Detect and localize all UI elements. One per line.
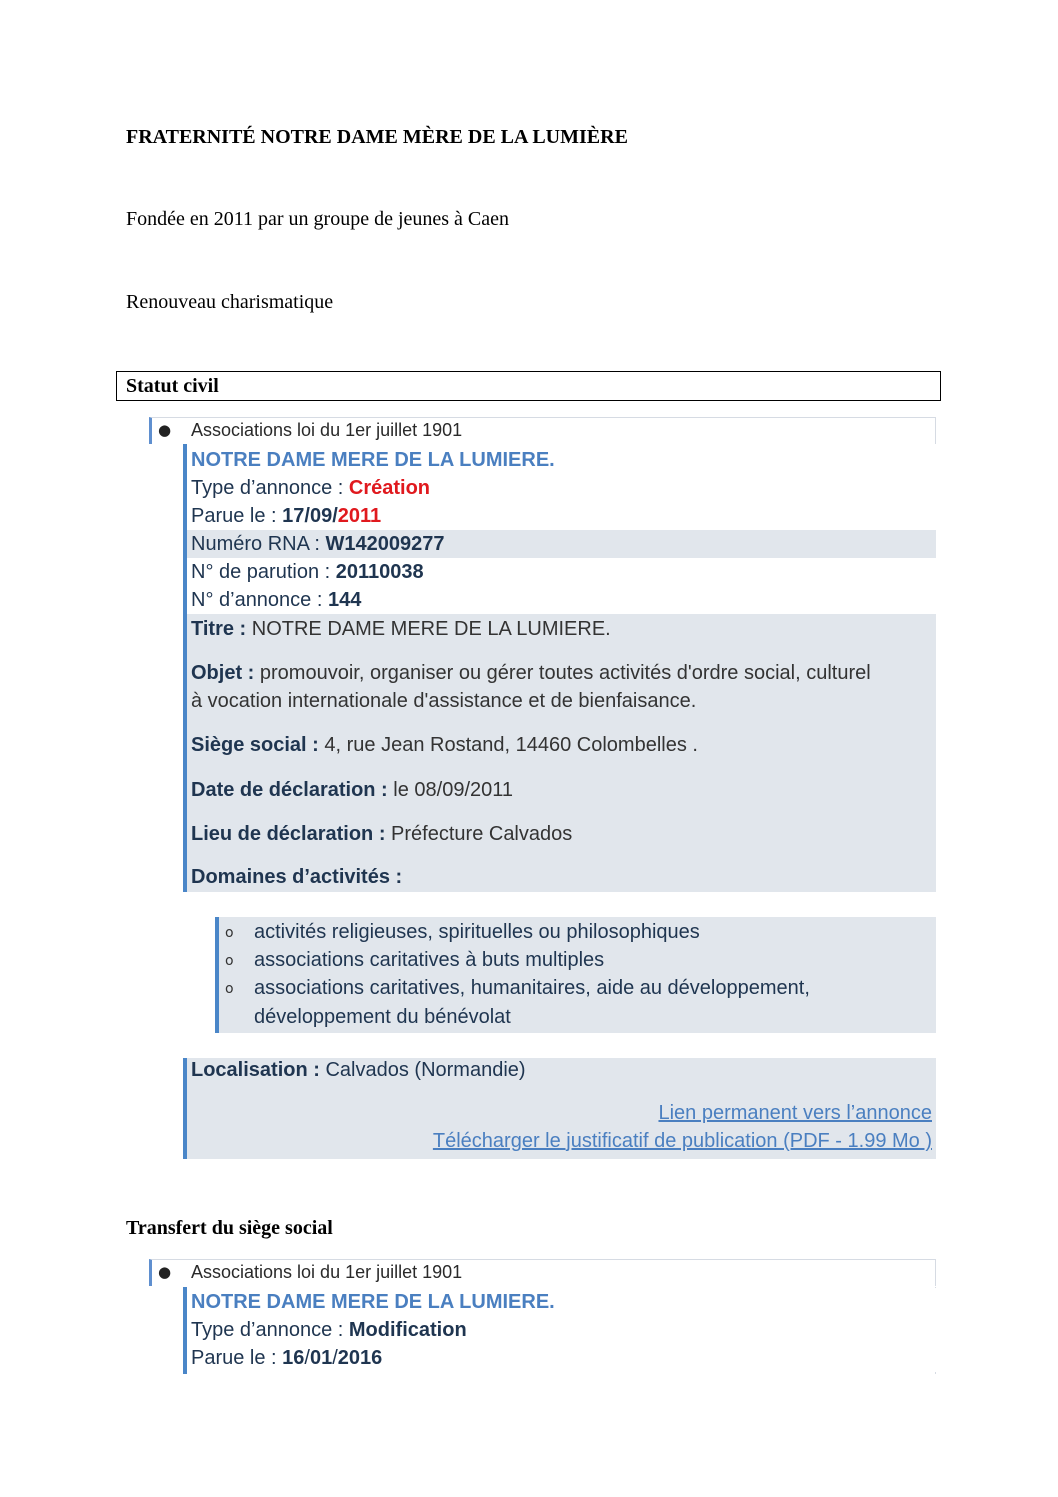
rna-value: W142009277 (325, 533, 445, 555)
permanent-link[interactable]: Lien permanent vers l’annonce (658, 1102, 932, 1124)
published-row (187, 1344, 936, 1372)
movement-line: Renouveau charismatique (126, 291, 334, 313)
siege-label: Siège social : (191, 734, 325, 756)
published-label: Parue le : (191, 505, 283, 527)
type-label: Type d’annonce : (191, 477, 349, 499)
announcement-card (183, 1287, 936, 1374)
domaine-item: activités religieuses, spirituelles ou philosophiques (254, 921, 700, 943)
date-separator: / (304, 1347, 310, 1369)
titre-line (191, 615, 611, 643)
domaines-list (215, 917, 936, 1033)
published-year: 2011 (337, 505, 382, 527)
type-value: Modification (348, 1319, 467, 1341)
siege-value: 4, rue Jean Rostand, 14460 Colombelles . (324, 734, 698, 756)
published-year: 2016 (337, 1347, 383, 1369)
category-row (149, 1259, 936, 1286)
document-title: FRATERNITÉ NOTRE DAME MÈRE DE LA LUMIÈRE (126, 126, 628, 148)
objet-label: Objet : (191, 662, 260, 684)
parution-label: N° de parution : (191, 561, 336, 583)
objet-line (191, 659, 871, 687)
date-declaration-value: le 08/09/2011 (393, 779, 514, 801)
annonce-value: 144 (327, 589, 362, 611)
type-row (187, 474, 936, 502)
section-heading: Transfert du siège social (126, 1217, 333, 1239)
association-name-row (187, 446, 936, 474)
download-pdf-link[interactable]: Télécharger le justificatif de publication (PDF - 1.99 Mo ) (432, 1130, 932, 1152)
annonce-label: N° d’annonce : (191, 589, 328, 611)
titre-label: Titre : (191, 618, 252, 640)
titre-value: NOTRE DAME MERE DE LA LUMIERE. (251, 618, 611, 640)
published-day: 16 (282, 1347, 305, 1369)
circle-bullet-icon: o (225, 981, 234, 997)
date-declaration-line (191, 776, 513, 804)
association-name: NOTRE DAME MERE DE LA LUMIERE. (191, 1291, 555, 1313)
rna-row (187, 530, 936, 558)
lieu-declaration-label: Lieu de déclaration : (191, 823, 392, 845)
association-name-row (187, 1288, 936, 1316)
lieu-declaration-line (191, 820, 572, 848)
domaines-label: Domaines d’activités : (191, 866, 403, 888)
domaines-line (191, 863, 402, 891)
date-declaration-label: Date de déclaration : (191, 779, 394, 801)
annonce-number-row (187, 586, 936, 614)
circle-bullet-icon: o (225, 925, 234, 941)
bullet-icon: ● (158, 1263, 172, 1281)
domaine-item: associations caritatives à buts multiples (254, 949, 605, 971)
published-row (187, 502, 936, 530)
parution-value: 20110038 (335, 561, 424, 583)
rna-label: Numéro RNA : (191, 533, 326, 555)
parution-row (187, 558, 936, 586)
category-label: Associations loi du 1er juillet 1901 (191, 420, 463, 440)
objet-text-1: promouvoir, organiser ou gérer toutes activités d'ordre social, culturel (259, 662, 871, 684)
announcement-card (183, 444, 936, 892)
bullet-icon: ● (158, 421, 172, 439)
association-name: NOTRE DAME MERE DE LA LUMIERE. (191, 449, 555, 471)
domaine-item-continued: développement du bénévolat (254, 1006, 511, 1028)
type-label: Type d’annonce : (191, 1319, 349, 1341)
lieu-declaration-value: Préfecture Calvados (391, 823, 573, 845)
date-separator: / (332, 1347, 338, 1369)
details-block (187, 614, 936, 892)
circle-bullet-icon: o (225, 953, 234, 969)
localisation-value: Calvados (Normandie) (325, 1059, 526, 1081)
localisation-label: Localisation : (191, 1059, 326, 1081)
localisation-line (191, 1059, 526, 1082)
category-label: Associations loi du 1er juillet 1901 (191, 1262, 463, 1282)
localisation-block (183, 1058, 936, 1159)
section-heading: Statut civil (126, 375, 219, 397)
published-day-month: 17/09/ (282, 505, 338, 527)
section-statut-civil (116, 371, 941, 401)
published-month: 01 (309, 1347, 333, 1369)
published-label: Parue le : (191, 1347, 283, 1369)
domaine-item: associations caritatives, humanitaires, aide au développement, (254, 977, 810, 999)
siege-line (191, 731, 698, 759)
objet-text-2: à vocation internationale d'assistance et de bienfaisance. (191, 690, 697, 712)
type-value: Création (348, 477, 431, 499)
type-row (187, 1316, 936, 1344)
category-row (149, 417, 936, 444)
founded-line: Fondée en 2011 par un groupe de jeunes à Caen (126, 208, 510, 230)
